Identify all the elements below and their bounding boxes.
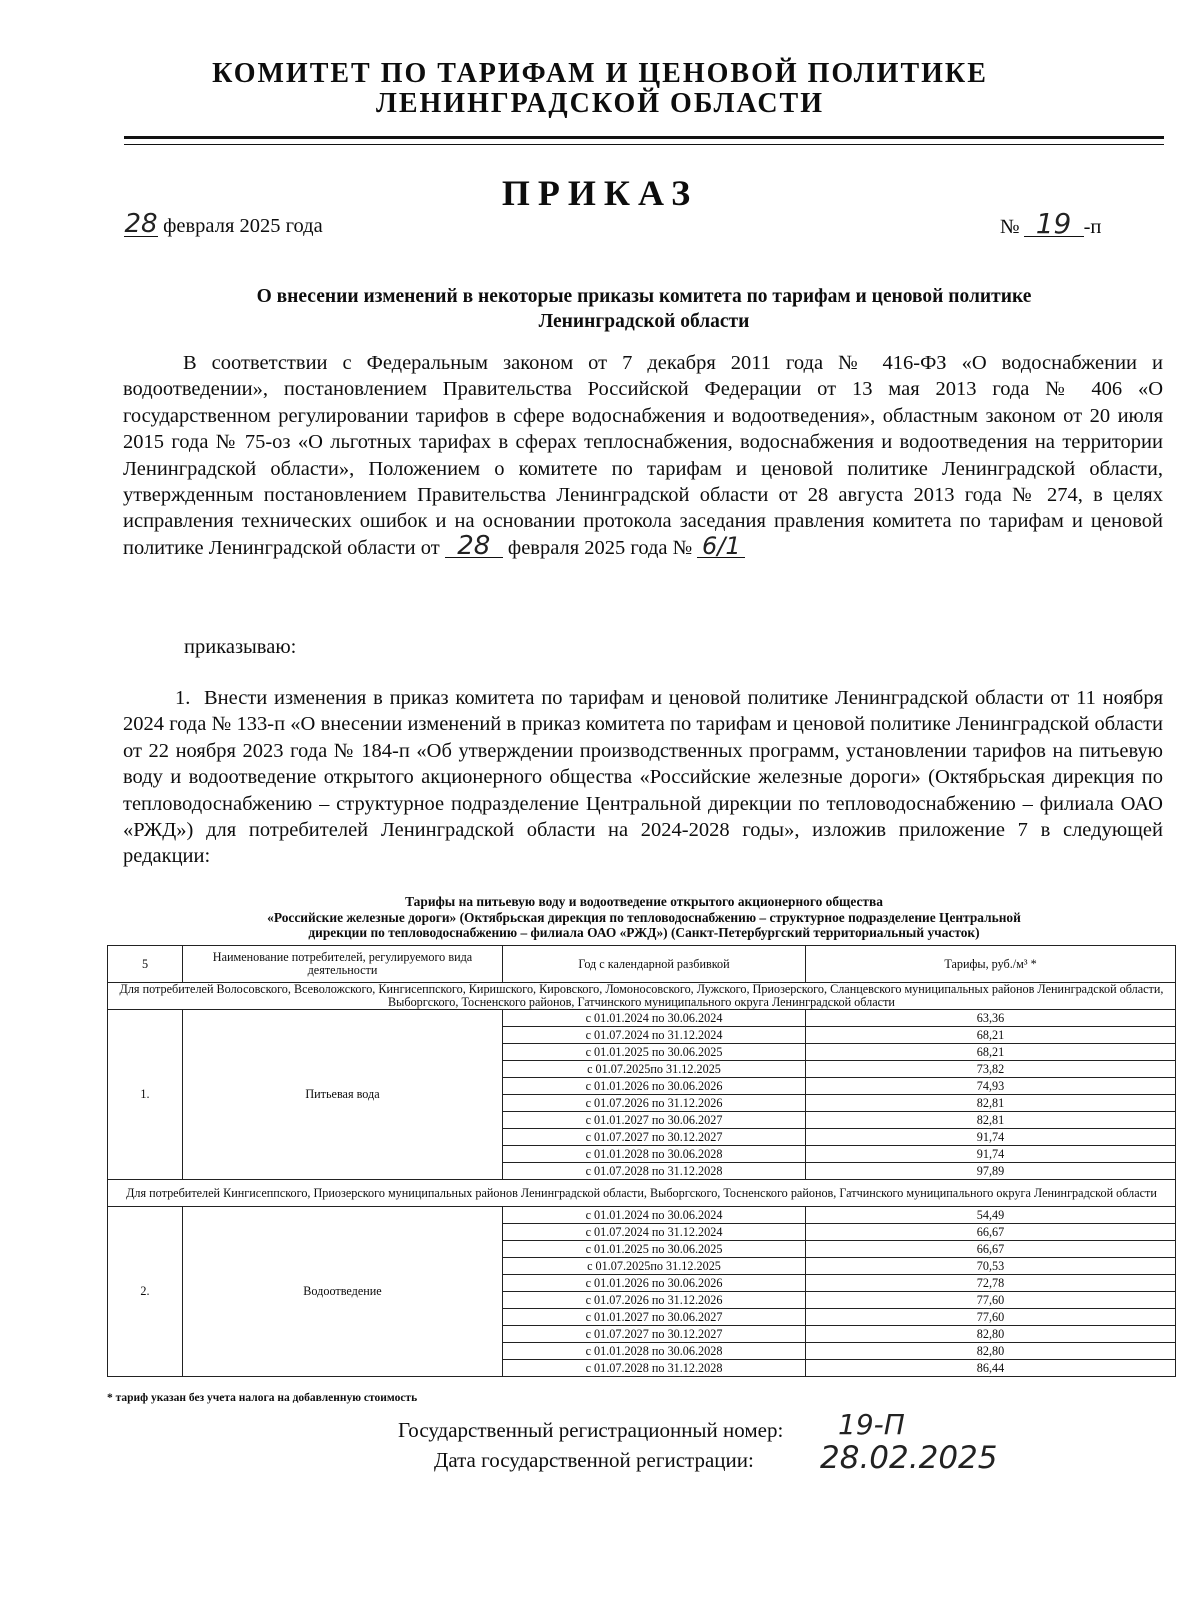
service-wastewater-name: Водоотведение [183, 1207, 503, 1377]
tariff-cell: 66,67 [806, 1241, 1176, 1258]
tariff-cell: 91,74 [806, 1129, 1176, 1146]
order-item-1: 1. Внести изменения в приказ комитета по тарифам и ценовой политике Ленинградской области от 11 ноября 2024 года № 133-п «О внесении изменений в приказ комитета по тарифам и ценовой политике Ленинградской области от 22 ноября 2023 года № 184-п «Об утверждении производственных программ, установлении тарифов на питьевую воду и водоотведение открытого акционерного общества «Российские железные дороги» (Октябрьская дирекция по тепловодоснабжению – структурное подразделение Центральной дирекции по тепловодоснабжению – филиала ОАО «РЖД») для потребителей Ленинградской области на 2024-2028 годы», изложив приложение 7 в следующей редакции: [123, 687, 1164, 868]
tariff-cell: 77,60 [806, 1292, 1176, 1309]
document-title: О внесении изменений в некоторые приказы комитета по тарифам и ценовой политике Ленинградской области [256, 286, 1032, 332]
preamble-paragraph: В соответствии с Федеральным законом от 7 декабря 2011 года № 416-ФЗ «О водоснабжении и водоотведении», постановлением Правительства Российской Федерации от 13 мая 2013 года № 406 «О государственном регулировании тарифов в сфере водоснабжения и водоотведения», областным законом от 20 июля 2015 года № 75-оз «О льготных тарифах в сферах теплоснабжения, водоснабжения и водоотведения на территории Ленинградской области», Положением о комитете по тарифам и ценовой политике Ленинградской области, утвержденным постановлением Правительства Ленинградской области от 28 августа 2013 года № 274, в целях исправления технических ошибок и на основании протокола заседания правления комитета по тарифам и ценовой политике Ленинградской области от 28 февраля 2025 года № 6/1 [123, 352, 1163, 561]
registration-date-label: Дата государственной регистрации: [434, 1448, 754, 1472]
organization-name-line2: ЛЕНИНГРАДСКОЙ ОБЛАСТИ [375, 88, 825, 119]
organization-name-line1: КОМИТЕТ ПО ТАРИФАМ И ЦЕНОВОЙ ПОЛИТИКЕ [212, 58, 988, 89]
tariff-cell: 68,21 [806, 1027, 1176, 1044]
registration-number-label: Государственный регистрационный номер: [398, 1418, 784, 1442]
tariff-cell: 72,78 [806, 1275, 1176, 1292]
header-number: 5 [108, 946, 183, 983]
period-cell: с 01.07.2028 по 31.12.2028 [503, 1360, 806, 1377]
document-type: ПРИКАЗ [501, 173, 699, 213]
document-date [124, 209, 323, 239]
table-footnote: * тариф указан без учета налога на добавленную стоимость [107, 1392, 418, 1404]
tariff-cell: 91,74 [806, 1146, 1176, 1163]
period-cell: с 01.01.2024 по 30.06.2024 [503, 1207, 806, 1224]
period-cell: с 01.07.2027 по 30.12.2027 [503, 1129, 806, 1146]
period-cell: с 01.07.2027 по 30.12.2027 [503, 1326, 806, 1343]
registration-date-value: 28.02.2025 [820, 1440, 998, 1476]
tariff-cell: 70,53 [806, 1258, 1176, 1275]
tariff-cell: 86,44 [806, 1360, 1176, 1377]
period-cell: с 01.01.2024 по 30.06.2024 [503, 1010, 806, 1027]
period-cell: с 01.01.2028 по 30.06.2028 [503, 1146, 806, 1163]
period-cell: с 01.07.2026 по 31.12.2026 [503, 1292, 806, 1309]
tariff-cell: 54,49 [806, 1207, 1176, 1224]
table-section-row [108, 1180, 1176, 1207]
tariff-cell: 68,21 [806, 1044, 1176, 1061]
tariff-cell: 82,81 [806, 1095, 1176, 1112]
period-cell: с 01.07.2028 по 31.12.2028 [503, 1163, 806, 1180]
header-tariff: Тарифы, руб./м³ * [806, 946, 1176, 983]
period-cell: с 01.07.2026 по 31.12.2026 [503, 1095, 806, 1112]
period-cell: с 01.01.2026 по 30.06.2026 [503, 1078, 806, 1095]
registration-number-value: 19-П [838, 1408, 905, 1441]
period-cell: с 01.01.2028 по 30.06.2028 [503, 1343, 806, 1360]
header-divider-thin [124, 144, 1164, 145]
consumer-group-1-description: Для потребителей Волосовского, Всеволожского, Кингисеппского, Киришского, Кировского, Ломоносовского, Лужского, Приозерского, Сланцевского муниципальных районов Ленинградской области, Выборгского, Тосненского районов, Гатчинского муниципального округа Ленинградской области [108, 983, 1176, 1010]
service-drinking-water-number: 1. [108, 1010, 183, 1180]
date-month-year: февраля 2025 года [163, 215, 323, 237]
period-cell: с 01.07.2025по 31.12.2025 [503, 1061, 806, 1078]
protocol-day-handwritten: 28 [445, 535, 503, 558]
tariff-cell: 66,67 [806, 1224, 1176, 1241]
tariff-cell: 82,80 [806, 1343, 1176, 1360]
service-wastewater-number: 2. [108, 1207, 183, 1377]
period-cell: с 01.01.2025 по 30.06.2025 [503, 1241, 806, 1258]
table-header-row [108, 946, 1176, 983]
tariff-cell: 63,36 [806, 1010, 1176, 1027]
header-divider [124, 136, 1164, 139]
header-period: Год с календарной разбивкой [503, 946, 806, 983]
tariff-cell: 82,81 [806, 1112, 1176, 1129]
period-cell: с 01.01.2027 по 30.06.2027 [503, 1309, 806, 1326]
table-row [108, 1207, 1176, 1224]
period-cell: с 01.07.2024 по 31.12.2024 [503, 1027, 806, 1044]
period-cell: с 01.01.2027 по 30.06.2027 [503, 1112, 806, 1129]
header-consumer-name: Наименование потребителей, регулируемого вида деятельности [183, 946, 503, 983]
tariff-cell: 97,89 [806, 1163, 1176, 1180]
number-handwritten: 19 [1024, 212, 1084, 237]
document-number: № 19 -п [1000, 207, 1102, 240]
protocol-number-handwritten: 6/1 [697, 535, 745, 558]
tariff-table [107, 945, 1176, 1377]
tariff-cell: 77,60 [806, 1309, 1176, 1326]
consumer-group-2-description: Для потребителей Кингисеппского, Приозерского муниципальных районов Ленинградской области, Выборгского, Тосненского районов, Гатчинского муниципального округа Ленинградской области [108, 1180, 1176, 1207]
tariff-cell: 74,93 [806, 1078, 1176, 1095]
period-cell: с 01.07.2024 по 31.12.2024 [503, 1224, 806, 1241]
table-section-row [108, 983, 1176, 1010]
tariff-cell: 82,80 [806, 1326, 1176, 1343]
period-cell: с 01.01.2025 по 30.06.2025 [503, 1044, 806, 1061]
service-drinking-water-name: Питьевая вода [183, 1010, 503, 1180]
table-row [108, 1010, 1176, 1027]
table-caption: Тарифы на питьевую воду и водоотведение открытого акционерного общества «Российские железные дороги» (Октябрьская дирекция по тепловодоснабжению – структурное подразделение Центральной дирекции по тепловодоснабжению – филиала ОАО «РЖД») (Санкт-Петербургский территориальный участок) [267, 894, 1021, 940]
period-cell: с 01.07.2025по 31.12.2025 [503, 1258, 806, 1275]
order-word: приказываю: [184, 636, 297, 658]
period-cell: с 01.01.2026 по 30.06.2026 [503, 1275, 806, 1292]
tariff-cell: 73,82 [806, 1061, 1176, 1078]
date-day-handwritten: 28 [124, 209, 158, 239]
